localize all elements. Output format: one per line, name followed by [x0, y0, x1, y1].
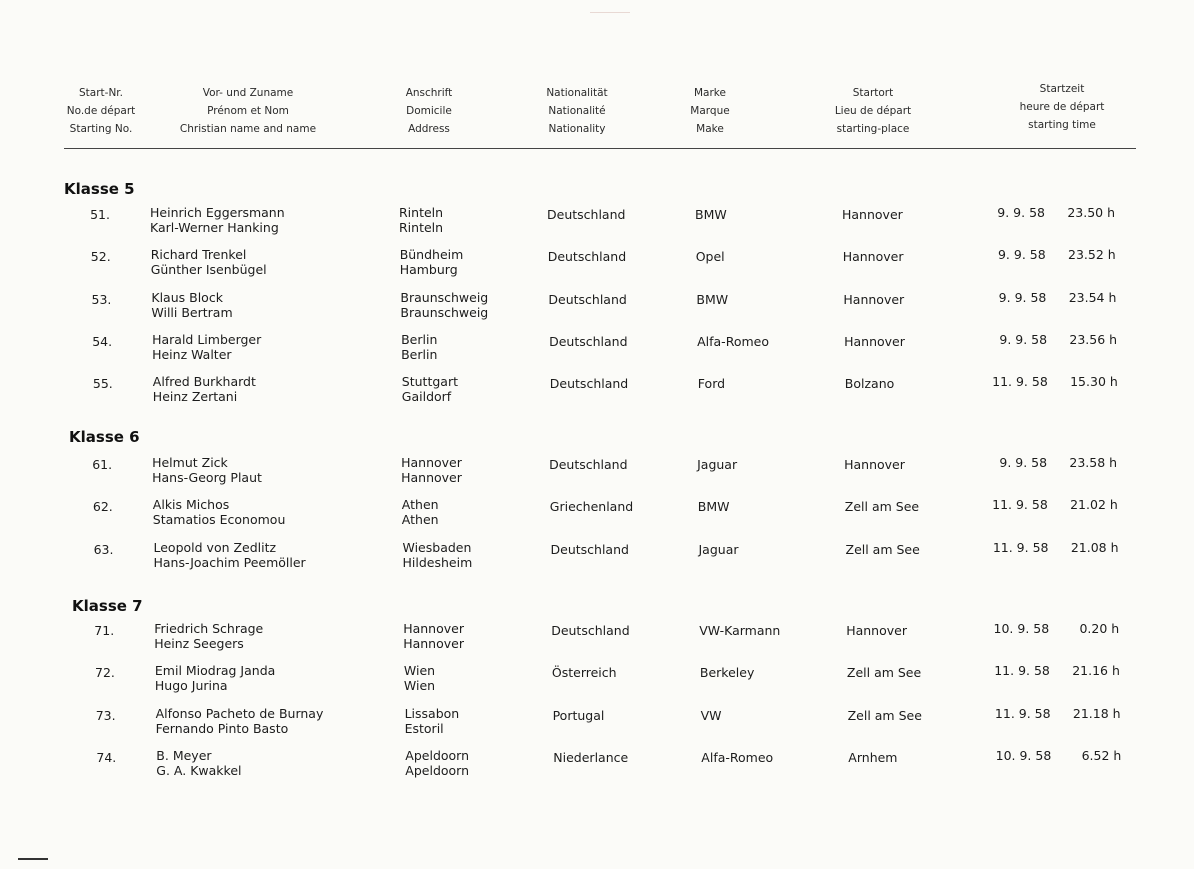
crew-names: [153, 497, 286, 527]
header-nationality: [527, 84, 627, 138]
header-divider: [64, 148, 1136, 149]
driver-name: Harald Limberger: [152, 331, 262, 347]
codriver-name: Günther Isenbügel: [150, 262, 267, 278]
crew-names: [152, 455, 262, 485]
crew-addresses: [405, 706, 460, 736]
nationality: Deutschland: [549, 376, 629, 392]
nationality: Niederlance: [553, 749, 629, 765]
crew-addresses: [402, 497, 439, 527]
crew-addresses: [403, 540, 473, 570]
codriver-address: Braunschweig: [400, 304, 489, 320]
crew-names: [151, 290, 232, 320]
crew-names: [152, 332, 261, 362]
codriver-address: Berlin: [401, 346, 438, 362]
crew-addresses: [403, 621, 464, 651]
entry-row: [0, 374, 1194, 408]
starting-place: Bolzano: [844, 376, 895, 392]
crew-names: [155, 663, 275, 693]
entry-row: [0, 621, 1194, 655]
nationality: Deutschland: [550, 541, 629, 557]
crew-names: [156, 706, 324, 736]
driver-name: Heinrich Eggersmann: [150, 205, 285, 220]
car-make: BMW: [697, 499, 730, 515]
start-time: 21.08 h: [1070, 539, 1119, 555]
car-make: VW-Karmann: [699, 623, 781, 638]
start-date: 11. 9. 58: [994, 705, 1051, 721]
crew-addresses: [402, 374, 458, 404]
header-line: No.de départ: [66, 105, 136, 117]
codriver-address: Gaildorf: [401, 389, 452, 405]
starting-place: Hannover: [846, 623, 907, 638]
codriver-name: Heinz Seegers: [154, 636, 244, 651]
crew-names: [154, 540, 306, 570]
starting-number: 52.: [90, 249, 111, 265]
codriver-address: Wien: [403, 678, 436, 694]
driver-address: Apeldoorn: [405, 747, 470, 763]
starting-number: 61.: [92, 457, 113, 472]
header-line: starting-place: [836, 123, 910, 135]
driver-address: Braunschweig: [400, 289, 489, 305]
codriver-name: G. A. Kwakkel: [156, 762, 242, 778]
nationality: Deutschland: [548, 291, 627, 307]
driver-name: Leopold von Zedlitz: [153, 539, 277, 555]
driver-address: Lissabon: [404, 705, 460, 721]
header-line: Vor- und Zuname: [202, 87, 294, 99]
codriver-address: Athen: [401, 512, 439, 528]
start-date: 11. 9. 58: [992, 539, 1049, 555]
class-heading: Klasse 7: [72, 597, 143, 615]
nationality: Deutschland: [549, 333, 628, 349]
crew-addresses: [400, 290, 488, 320]
driver-name: Friedrich Schrage: [154, 621, 264, 636]
start-time: 23.54 h: [1068, 289, 1117, 305]
driver-address: Wiesbaden: [402, 539, 472, 555]
start-date: 11. 9. 58: [992, 497, 1048, 513]
crew-addresses: [405, 748, 469, 778]
crew-names: [154, 621, 263, 651]
crew-names: [151, 247, 267, 277]
driver-name: Helmut Zick: [152, 455, 228, 470]
header-line: Marque: [690, 105, 730, 117]
driver-name: Richard Trenkel: [150, 247, 247, 263]
starting-place: Hannover: [842, 207, 903, 222]
driver-name: B. Meyer: [156, 747, 212, 763]
entry-row: [0, 706, 1194, 740]
driver-address: Stuttgart: [401, 374, 458, 390]
starting-place: Zell am See: [845, 541, 920, 557]
header-make: [670, 84, 750, 138]
driver-name: Alfonso Pacheto de Burnay: [155, 705, 324, 721]
codriver-address: Rinteln: [399, 220, 444, 235]
entry-row: [0, 205, 1194, 239]
starting-number: 51.: [90, 207, 110, 222]
car-make: VW: [700, 707, 722, 723]
header-starting-number: [56, 84, 146, 138]
driver-address: Wien: [403, 663, 436, 679]
header-line: Startzeit: [1039, 83, 1085, 95]
driver-address: Bündheim: [399, 247, 464, 263]
car-make: Ford: [697, 376, 726, 392]
driver-name: Alkis Michos: [152, 497, 230, 513]
entry-row: [0, 748, 1194, 782]
header-line: Domicile: [406, 105, 452, 117]
car-make: BMW: [695, 207, 727, 222]
codriver-name: Fernando Pinto Basto: [155, 720, 289, 736]
start-time: 21.18 h: [1072, 705, 1121, 721]
start-date: 9. 9. 58: [998, 289, 1047, 305]
starting-place: Hannover: [844, 333, 905, 349]
header-names: [168, 84, 328, 138]
codriver-name: Willi Bertram: [151, 304, 233, 320]
starting-number: 53.: [91, 291, 112, 307]
codriver-address: Hamburg: [399, 262, 458, 278]
codriver-address: Apeldoorn: [405, 762, 470, 778]
codriver-name: Stamatios Economou: [152, 512, 286, 528]
header-starting-place: [818, 84, 928, 138]
start-date: 9. 9. 58: [999, 455, 1048, 470]
header-starting-time: [1002, 80, 1122, 134]
entry-row: [0, 663, 1194, 697]
codriver-name: Heinz Zertani: [152, 389, 238, 405]
starting-number: 71.: [94, 623, 115, 638]
driver-address: Hannover: [401, 455, 462, 470]
start-time: 23.52 h: [1068, 247, 1116, 263]
header-line: heure de départ: [1019, 101, 1105, 113]
start-date: 9. 9. 58: [997, 205, 1045, 220]
header-line: Starting No.: [69, 123, 133, 135]
starting-place: Arnhem: [848, 749, 898, 765]
codriver-address: Hildesheim: [402, 554, 473, 570]
start-time: 23.58 h: [1069, 455, 1118, 470]
crew-addresses: [401, 332, 437, 362]
codriver-name: Hans-Joachim Peemöller: [153, 554, 306, 570]
driver-address: Athen: [401, 497, 439, 513]
starting-place: Zell am See: [847, 707, 922, 723]
crew-names: [156, 748, 241, 778]
entry-row: [0, 332, 1194, 366]
car-make: Jaguar: [697, 457, 738, 472]
nationality: Deutschland: [549, 457, 628, 472]
starting-number: 62.: [92, 499, 113, 515]
header-line: Anschrift: [405, 87, 453, 99]
start-date: 9. 9. 58: [997, 247, 1046, 263]
entry-row: [0, 247, 1194, 281]
starting-number: 54.: [92, 333, 113, 349]
header-line: Christian name and name: [179, 123, 317, 135]
nationality: Deutschland: [547, 249, 627, 265]
crew-addresses: [401, 455, 462, 485]
starting-place: Hannover: [842, 249, 904, 265]
start-time: 21.02 h: [1070, 497, 1118, 513]
header-line: Nationality: [548, 123, 606, 135]
driver-address: Hannover: [403, 621, 464, 636]
nationality: Griechenland: [549, 499, 634, 515]
nationality: Deutschland: [547, 207, 626, 222]
codriver-name: Hans-Georg Plaut: [152, 470, 262, 485]
nationality: Portugal: [552, 707, 605, 723]
driver-address: Berlin: [401, 331, 438, 347]
class-heading: Klasse 5: [64, 180, 135, 198]
header-line: Make: [696, 123, 724, 135]
header-line: Start-Nr.: [79, 87, 123, 99]
start-date: 11. 9. 58: [992, 374, 1048, 390]
start-time: 21.16 h: [1072, 663, 1120, 679]
car-make: Opel: [695, 249, 725, 265]
crew-names: [153, 374, 256, 404]
car-make: Berkeley: [699, 665, 755, 681]
car-make: Alfa-Romeo: [701, 749, 774, 765]
starting-place: Zell am See: [846, 665, 922, 681]
header-line: Prénom et Nom: [207, 105, 289, 117]
header-line: Startort: [852, 87, 894, 99]
car-make: Alfa-Romeo: [697, 333, 769, 349]
header-line: starting time: [1028, 119, 1096, 131]
driver-name: Emil Miodrag Janda: [154, 663, 276, 679]
crew-addresses: [404, 663, 435, 693]
driver-name: Alfred Burkhardt: [152, 374, 256, 390]
start-time: 23.56 h: [1069, 331, 1118, 347]
nationality: Deutschland: [551, 623, 630, 638]
entry-row: [0, 455, 1194, 489]
header-line: Nationalität: [546, 87, 608, 99]
starting-place: Zell am See: [844, 499, 920, 515]
codriver-address: Hannover: [403, 636, 464, 651]
start-date: 9. 9. 58: [999, 331, 1048, 347]
entry-row: [0, 290, 1194, 324]
entry-row: [0, 497, 1194, 531]
start-time: 6.52 h: [1081, 747, 1122, 763]
scan-mark: [18, 858, 48, 860]
class-heading: Klasse 6: [69, 428, 140, 446]
start-date: 10. 9. 58: [995, 747, 1052, 763]
start-time: 23.50 h: [1067, 205, 1115, 220]
codriver-address: Hannover: [401, 470, 462, 485]
starting-place: Hannover: [843, 291, 905, 307]
start-date: 11. 9. 58: [994, 663, 1050, 679]
driver-address: Rinteln: [399, 205, 444, 220]
start-date: 10. 9. 58: [993, 621, 1050, 636]
car-make: BMW: [696, 291, 729, 307]
codriver-name: Heinz Walter: [152, 346, 232, 362]
crew-addresses: [399, 205, 443, 235]
nationality: Österreich: [551, 665, 617, 681]
scan-smudge: [590, 12, 630, 13]
header-address: [384, 84, 474, 138]
start-time: 0.20 h: [1079, 621, 1120, 636]
entry-row: [0, 540, 1194, 574]
car-make: Jaguar: [698, 541, 739, 557]
starting-number: 74.: [96, 749, 117, 765]
crew-names: [150, 205, 285, 235]
crew-addresses: [400, 247, 464, 277]
header-line: Marke: [694, 87, 726, 99]
codriver-name: Hugo Jurina: [154, 678, 228, 694]
codriver-name: Karl-Werner Hanking: [150, 220, 279, 235]
starting-number: 73.: [95, 707, 116, 723]
header-line: Nationalité: [548, 105, 606, 117]
starting-number: 63.: [93, 541, 114, 557]
starting-place: Hannover: [844, 457, 905, 472]
starting-number: 72.: [95, 665, 115, 681]
header-line: Address: [408, 123, 450, 135]
start-time: 15.30 h: [1070, 374, 1118, 390]
codriver-address: Estoril: [404, 720, 444, 736]
driver-name: Klaus Block: [151, 289, 223, 305]
starting-number: 55.: [92, 376, 113, 392]
header-line: Lieu de départ: [834, 105, 912, 117]
